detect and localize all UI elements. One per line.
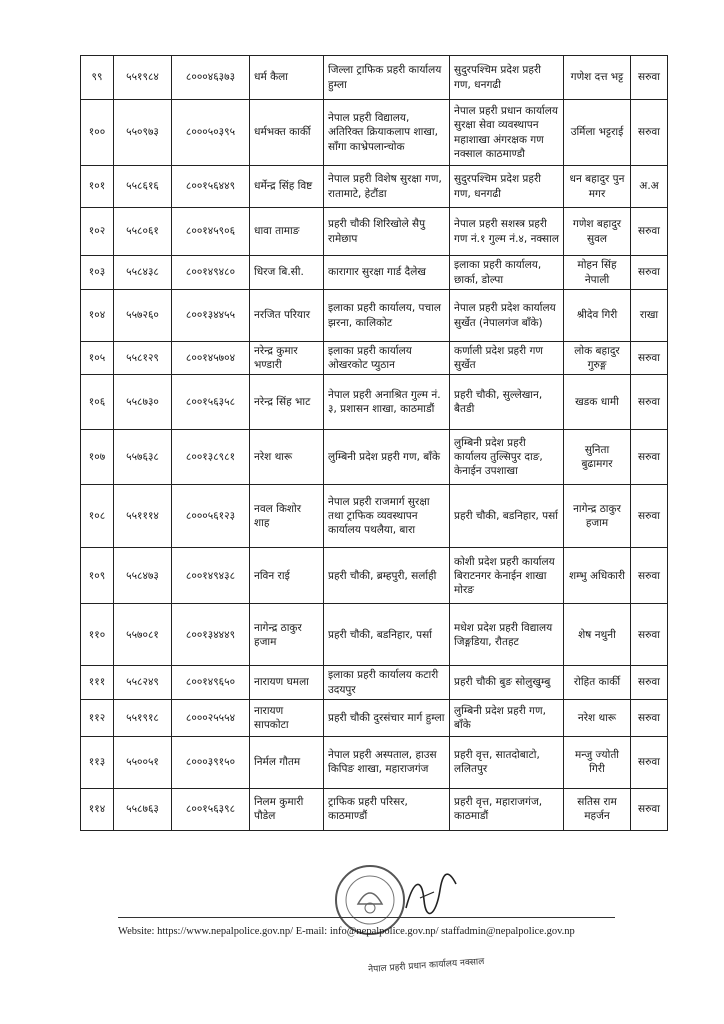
new-office-cell: प्रहरी वृत्त, महाराजगंज, काठमाडौं — [450, 788, 564, 830]
table-row — [81, 430, 668, 485]
code-cell: ८००१३४४४९ — [172, 604, 250, 666]
employee-id-cell: ५५७२६० — [114, 290, 172, 342]
table-row — [81, 375, 668, 430]
current-office-cell: प्रहरी चौकी दुरसंचार मार्ग हुम्ला — [324, 699, 450, 736]
action-cell: सरुवा — [631, 548, 668, 604]
serial-number-cell: १०८ — [81, 485, 114, 548]
table-row — [81, 256, 668, 290]
new-office-cell: मधेश प्रदेश प्रहरी विद्यालय जिङ्गडिया, रौतहट — [450, 604, 564, 666]
employee-id-cell: ५५७०८१ — [114, 604, 172, 666]
supervisor-cell: नरेश थारू — [564, 699, 631, 736]
supervisor-cell: सुनिता बुढामगर — [564, 430, 631, 485]
employee-id-cell: ५५८६१६ — [114, 166, 172, 208]
employee-id-cell: ५५८४३८ — [114, 256, 172, 290]
name-cell: नविन राई — [250, 548, 324, 604]
action-cell: सरुवा — [631, 736, 668, 788]
employee-id-cell: ५५८२४९ — [114, 666, 172, 699]
name-cell: नरेन्द्र सिंह भाट — [250, 375, 324, 430]
name-cell: धावा तामाङ — [250, 208, 324, 256]
employee-id-cell: ५५८७३० — [114, 375, 172, 430]
serial-number-cell: १०७ — [81, 430, 114, 485]
serial-number-cell: १०१ — [81, 166, 114, 208]
action-cell: सरुवा — [631, 485, 668, 548]
table-row — [81, 548, 668, 604]
new-office-cell: प्रहरी वृत्त, सातदोबाटो, ललितपुर — [450, 736, 564, 788]
supervisor-cell: उर्मिला भट्टराई — [564, 100, 631, 166]
current-office-cell: लुम्बिनी प्रदेश प्रहरी गण, बाँके — [324, 430, 450, 485]
serial-number-cell: १०० — [81, 100, 114, 166]
current-office-cell: प्रहरी चौकी, बडनिहार, पर्सा — [324, 604, 450, 666]
name-cell: नरजित परियार — [250, 290, 324, 342]
code-cell: ८००१३८९८१ — [172, 430, 250, 485]
new-office-cell: कर्णाली प्रदेश प्रहरी गण सुर्खेत — [450, 342, 564, 375]
supervisor-cell: शेष नथुनी — [564, 604, 631, 666]
employee-id-cell: ५५८०६१ — [114, 208, 172, 256]
signature-mark — [400, 870, 460, 920]
action-cell: सरुवा — [631, 699, 668, 736]
action-cell: राखा — [631, 290, 668, 342]
employee-id-cell: ५५००५१ — [114, 736, 172, 788]
action-cell: सरुवा — [631, 56, 668, 100]
serial-number-cell: ११३ — [81, 736, 114, 788]
new-office-cell: नेपाल प्रहरी प्रदेश कार्यालय सुर्खेत (नेपालगंज बाँके) — [450, 290, 564, 342]
current-office-cell: प्रहरी चौकी शिरिखोले सैपु रामेछाप — [324, 208, 450, 256]
employee-id-cell: ५५१९८४ — [114, 56, 172, 100]
action-cell: सरुवा — [631, 430, 668, 485]
action-cell: सरुवा — [631, 342, 668, 375]
action-cell: सरुवा — [631, 375, 668, 430]
table-row — [81, 699, 668, 736]
supervisor-cell: शम्भु अधिकारी — [564, 548, 631, 604]
current-office-cell: ट्राफिक प्रहरी परिसर, काठमाण्डौं — [324, 788, 450, 830]
employee-id-cell: ५५१९१८ — [114, 699, 172, 736]
supervisor-cell: गणेश दत्त भट्ट — [564, 56, 631, 100]
current-office-cell: इलाका प्रहरी कार्यालय ओखरकोट प्युठान — [324, 342, 450, 375]
current-office-cell: जिल्ला ट्राफिक प्रहरी कार्यालय हुम्ला — [324, 56, 450, 100]
transfer-table — [80, 55, 668, 831]
new-office-cell: सुदुरपश्चिम प्रदेश प्रहरी गण, धनगढी — [450, 56, 564, 100]
current-office-cell: नेपाल प्रहरी अस्पताल, हाउस किपिङ शाखा, महाराजगंज — [324, 736, 450, 788]
table-row — [81, 666, 668, 699]
code-cell: ८००१५६३९८ — [172, 788, 250, 830]
code-cell: ८००१४९६५० — [172, 666, 250, 699]
table-row — [81, 208, 668, 256]
employee-id-cell: ५५१११४ — [114, 485, 172, 548]
action-cell: अ.अ — [631, 166, 668, 208]
serial-number-cell: ११४ — [81, 788, 114, 830]
new-office-cell: प्रहरी चौकी, सुल्लेखान, बैतडी — [450, 375, 564, 430]
name-cell: नारायण घमला — [250, 666, 324, 699]
name-cell: धर्मेन्द्र सिंह विष्ट — [250, 166, 324, 208]
serial-number-cell: १०४ — [81, 290, 114, 342]
code-cell: ८०००३९१५० — [172, 736, 250, 788]
employee-id-cell: ५५०९७३ — [114, 100, 172, 166]
serial-number-cell: १११ — [81, 666, 114, 699]
serial-number-cell: ९९ — [81, 56, 114, 100]
new-office-cell: सुदुरपश्चिम प्रदेश प्रहरी गण, धनगढी — [450, 166, 564, 208]
new-office-cell: इलाका प्रहरी कार्यालय, छार्का, डोल्पा — [450, 256, 564, 290]
code-cell: ८००१४९४८० — [172, 256, 250, 290]
new-office-cell: प्रहरी चौकी बुङ सोलुखुम्बु — [450, 666, 564, 699]
serial-number-cell: १०६ — [81, 375, 114, 430]
name-cell: धर्म कैला — [250, 56, 324, 100]
serial-number-cell: १०२ — [81, 208, 114, 256]
name-cell: नरेन्द्र कुमार भण्डारी — [250, 342, 324, 375]
code-cell: ८००१४५९०६ — [172, 208, 250, 256]
code-cell: ८००१४९४३८ — [172, 548, 250, 604]
new-office-cell: लुम्बिनी प्रदेश प्रहरी गण, बाँके — [450, 699, 564, 736]
name-cell: नरेश थारू — [250, 430, 324, 485]
employee-id-cell: ५५८४७३ — [114, 548, 172, 604]
supervisor-cell: रोहित कार्की — [564, 666, 631, 699]
new-office-cell: कोशी प्रदेश प्रहरी कार्यालय बिराटनगर केनाईन शाखा मोरङ — [450, 548, 564, 604]
table-row — [81, 166, 668, 208]
table-row — [81, 788, 668, 830]
serial-number-cell: ११० — [81, 604, 114, 666]
name-cell: धर्मभक्त कार्की — [250, 100, 324, 166]
current-office-cell: नेपाल प्रहरी विशेष सुरक्षा गण, रातामाटे, हेटौंडा — [324, 166, 450, 208]
current-office-cell: प्रहरी चौकी, ब्रम्हपुरी, सर्लाही — [324, 548, 450, 604]
employee-id-cell: ५५७६३८ — [114, 430, 172, 485]
current-office-cell: कारागार सुरक्षा गार्ड दैलेख — [324, 256, 450, 290]
serial-number-cell: ११२ — [81, 699, 114, 736]
name-cell: धिरज बि.सी. — [250, 256, 324, 290]
action-cell: सरुवा — [631, 666, 668, 699]
action-cell: सरुवा — [631, 604, 668, 666]
table-row — [81, 485, 668, 548]
new-office-cell: नेपाल प्रहरी प्रधान कार्यालय सुरक्षा सेवा व्यवस्थापन महाशाखा अंगरक्षक गण नक्साल काठमाण्डौ — [450, 100, 564, 166]
supervisor-cell: मन्जु ज्योती गिरी — [564, 736, 631, 788]
footer-divider — [118, 917, 615, 918]
current-office-cell: इलाका प्रहरी कार्यालय कटारी उदयपुर — [324, 666, 450, 699]
employee-id-cell: ५५८१२९ — [114, 342, 172, 375]
current-office-cell: इलाका प्रहरी कार्यालय, पचाल झरना, कालिकोट — [324, 290, 450, 342]
table-row — [81, 100, 668, 166]
seal-text: नेपाल प्रहरी प्रधान कार्यालय नक्साल — [367, 956, 485, 976]
table-row — [81, 290, 668, 342]
table-row — [81, 56, 668, 100]
action-cell: सरुवा — [631, 100, 668, 166]
serial-number-cell: १०९ — [81, 548, 114, 604]
code-cell: ८००१३४४५५ — [172, 290, 250, 342]
action-cell: सरुवा — [631, 256, 668, 290]
supervisor-cell: गणेश बहादुर सुवल — [564, 208, 631, 256]
supervisor-cell: सतिस राम महर्जन — [564, 788, 631, 830]
current-office-cell: नेपाल प्रहरी राजमार्ग सुरक्षा तथा ट्राफिक व्यवस्थापन कार्यालय पथलैया, बारा — [324, 485, 450, 548]
code-cell: ८०००४६३७३ — [172, 56, 250, 100]
serial-number-cell: १०५ — [81, 342, 114, 375]
code-cell: ८००१५६३५८ — [172, 375, 250, 430]
supervisor-cell: मोहन सिंह नेपाली — [564, 256, 631, 290]
table-row — [81, 604, 668, 666]
code-cell: ८०००५०३९५ — [172, 100, 250, 166]
code-cell: ८००१४५७०४ — [172, 342, 250, 375]
supervisor-cell: धन बहादुर पुन मगर — [564, 166, 631, 208]
current-office-cell: नेपाल प्रहरी अनाश्रित गुल्म नं. ३, प्रशासन शाखा, काठमाडौं — [324, 375, 450, 430]
name-cell: निलम कुमारी पौडेल — [250, 788, 324, 830]
table-row — [81, 736, 668, 788]
serial-number-cell: १०३ — [81, 256, 114, 290]
name-cell: नागेन्द्र ठाकुर हजाम — [250, 604, 324, 666]
new-office-cell: लुम्बिनी प्रदेश प्रहरी कार्यालय तुल्सिपुर दाङ, केनाईन उपशाखा — [450, 430, 564, 485]
footer-website: Website: https://www.nepalpolice.gov.np/ E-mail: info@nepalpolice.gov.np/ staffadmin@nepalpolice.gov.np — [118, 926, 575, 937]
supervisor-cell: श्रीदेव गिरी — [564, 290, 631, 342]
supervisor-cell: लोक बहादुर गुरुङ्ग — [564, 342, 631, 375]
supervisor-cell: खडक धामी — [564, 375, 631, 430]
table-row — [81, 342, 668, 375]
supervisor-cell: नागेन्द्र ठाकुर हजाम — [564, 485, 631, 548]
new-office-cell: नेपाल प्रहरी सशस्त्र प्रहरी गण नं.१ गुल्म नं.४, नक्साल — [450, 208, 564, 256]
name-cell: निर्मल गौतम — [250, 736, 324, 788]
action-cell: सरुवा — [631, 788, 668, 830]
new-office-cell: प्रहरी चौकी, बडनिहार, पर्सा — [450, 485, 564, 548]
name-cell: नवल किशोर शाह — [250, 485, 324, 548]
code-cell: ८००१५६४४९ — [172, 166, 250, 208]
name-cell: नारायण सापकोटा — [250, 699, 324, 736]
code-cell: ८०००२५५५४ — [172, 699, 250, 736]
action-cell: सरुवा — [631, 208, 668, 256]
current-office-cell: नेपाल प्रहरी विद्यालय, अतिरिक्त क्रियाकलाप शाखा, साँगा काभ्रेपलान्चोक — [324, 100, 450, 166]
code-cell: ८०००५६१२३ — [172, 485, 250, 548]
employee-id-cell: ५५८७६३ — [114, 788, 172, 830]
